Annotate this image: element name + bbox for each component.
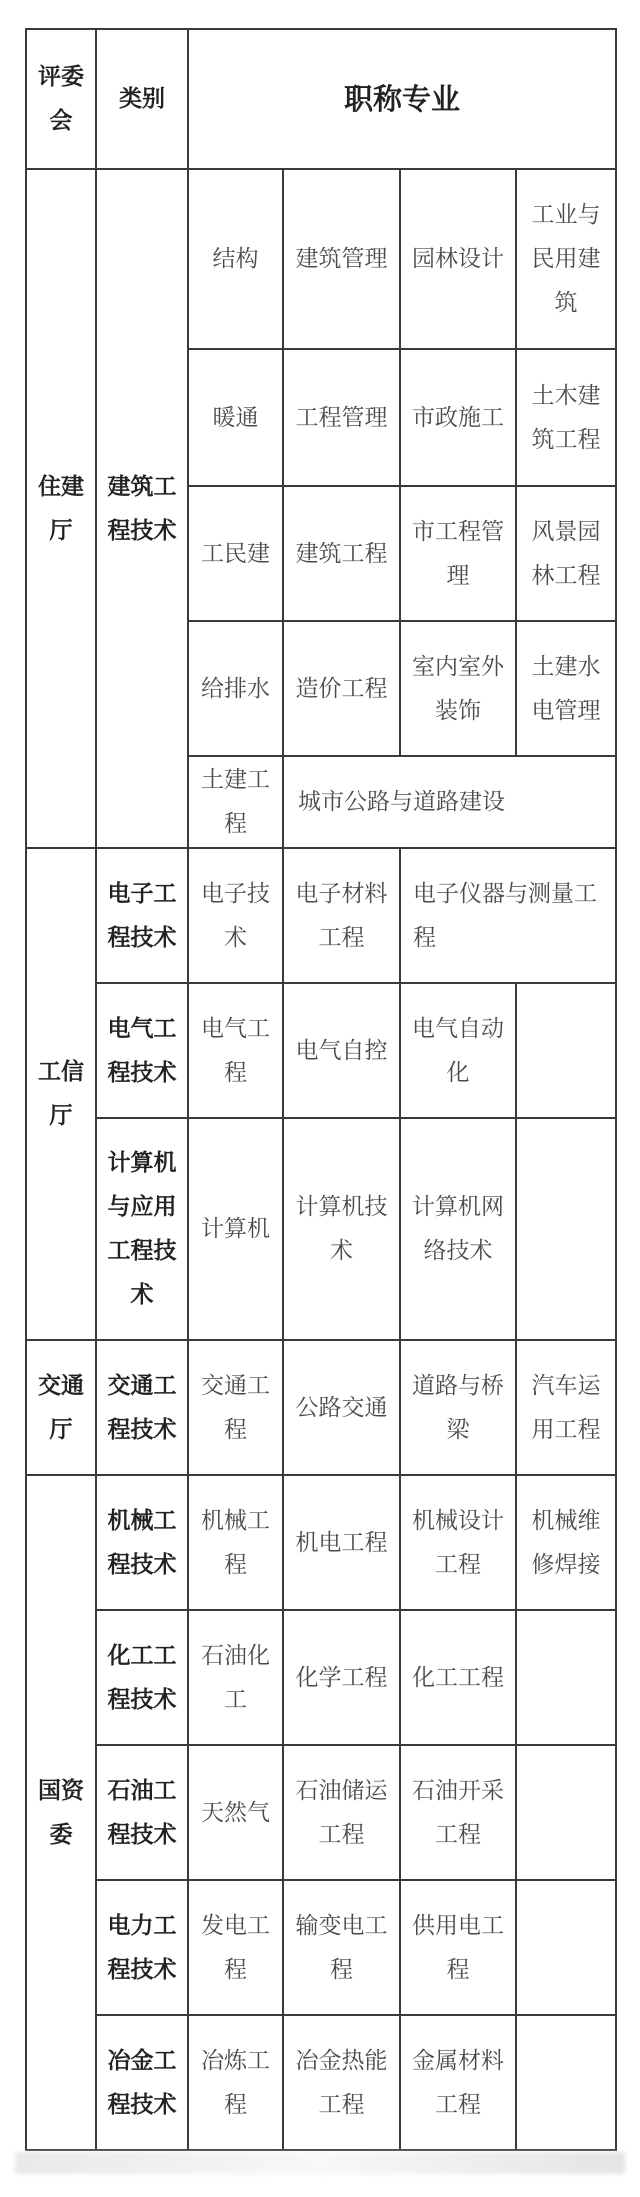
table-row bbox=[26, 1340, 616, 1475]
table-cell: 电气自动化 bbox=[400, 983, 516, 1118]
table-cell-wide: 电子仪器与测量工程 bbox=[400, 848, 616, 983]
table-cell: 计算机技术 bbox=[283, 1118, 400, 1340]
table-cell: 暖通 bbox=[188, 349, 283, 486]
committee-guozi: 国资委 bbox=[26, 1475, 96, 2150]
table-cell bbox=[516, 983, 616, 1118]
table-cell: 电气自控 bbox=[283, 983, 400, 1118]
table-cell: 建筑管理 bbox=[283, 169, 400, 349]
table-cell: 石油开采工程 bbox=[400, 1745, 516, 1880]
table-cell: 天然气 bbox=[188, 1745, 283, 1880]
table-cell: 计算机网络技术 bbox=[400, 1118, 516, 1340]
header-category: 类别 bbox=[96, 29, 188, 169]
table-cell: 发电工程 bbox=[188, 1880, 283, 2015]
table-cell: 室内室外装饰 bbox=[400, 621, 516, 756]
table-row bbox=[26, 169, 616, 349]
table-cell: 石油储运工程 bbox=[283, 1745, 400, 1880]
table-cell bbox=[516, 2015, 616, 2150]
committee-jiaotong: 交通厅 bbox=[26, 1340, 96, 1475]
table-cell: 工程管理 bbox=[283, 349, 400, 486]
table-cell: 化工工程 bbox=[400, 1610, 516, 1745]
table-cell bbox=[516, 1745, 616, 1880]
table-cell: 冶金热能工程 bbox=[283, 2015, 400, 2150]
table-cell: 机械维修焊接 bbox=[516, 1475, 616, 1610]
table-cell: 道路与桥梁 bbox=[400, 1340, 516, 1475]
table-cell bbox=[516, 1880, 616, 2015]
table-cell bbox=[516, 1610, 616, 1745]
table-row bbox=[26, 1745, 616, 1880]
category-cell: 石油工程技术 bbox=[96, 1745, 188, 1880]
table-cell: 工业与民用建筑 bbox=[516, 169, 616, 349]
category-cell: 计算机与应用工程技术 bbox=[96, 1118, 188, 1340]
table-row bbox=[26, 1610, 616, 1745]
table-cell: 计算机 bbox=[188, 1118, 283, 1340]
table-cell: 电气工程 bbox=[188, 983, 283, 1118]
table-row bbox=[26, 1118, 616, 1340]
table-cell: 金属材料工程 bbox=[400, 2015, 516, 2150]
table-cell: 公路交通 bbox=[283, 1340, 400, 1475]
table-cell: 化学工程 bbox=[283, 1610, 400, 1745]
table-cell: 建筑工程 bbox=[283, 486, 400, 621]
table-row bbox=[26, 1475, 616, 1610]
committee-zhujian: 住建厅 bbox=[26, 169, 96, 848]
profession-table-container bbox=[25, 28, 615, 2151]
table-cell: 土木建筑工程 bbox=[516, 349, 616, 486]
category-cell: 电气工程技术 bbox=[96, 983, 188, 1118]
category-cell: 冶金工程技术 bbox=[96, 2015, 188, 2150]
table-row bbox=[26, 848, 616, 983]
table-cell: 工民建 bbox=[188, 486, 283, 621]
category-cell: 化工工程技术 bbox=[96, 1610, 188, 1745]
table-cell: 输变电工程 bbox=[283, 1880, 400, 2015]
table-cell: 电子材料工程 bbox=[283, 848, 400, 983]
table-row bbox=[26, 983, 616, 1118]
blurred-footer-strip bbox=[15, 2152, 625, 2174]
table-cell: 给排水 bbox=[188, 621, 283, 756]
table-cell: 园林设计 bbox=[400, 169, 516, 349]
table-cell-wide: 城市公路与道路建设 bbox=[283, 756, 616, 848]
table-cell: 土建工程 bbox=[188, 756, 283, 848]
table-cell: 土建水电管理 bbox=[516, 621, 616, 756]
table-cell: 冶炼工程 bbox=[188, 2015, 283, 2150]
table-cell bbox=[516, 1118, 616, 1340]
table-cell: 石油化工 bbox=[188, 1610, 283, 1745]
category-cell: 机械工程技术 bbox=[96, 1475, 188, 1610]
table-cell: 机械工程 bbox=[188, 1475, 283, 1610]
table-cell: 供用电工程 bbox=[400, 1880, 516, 2015]
table-row bbox=[26, 2015, 616, 2150]
category-cell: 交通工程技术 bbox=[96, 1340, 188, 1475]
table-cell: 交通工程 bbox=[188, 1340, 283, 1475]
table-cell: 机电工程 bbox=[283, 1475, 400, 1610]
table-row bbox=[26, 1880, 616, 2015]
category-cell: 电力工程技术 bbox=[96, 1880, 188, 2015]
header-title: 职称专业 bbox=[188, 29, 616, 169]
table-cell: 造价工程 bbox=[283, 621, 400, 756]
table-cell: 电子技术 bbox=[188, 848, 283, 983]
category-cell: 电子工程技术 bbox=[96, 848, 188, 983]
committee-gongxin: 工信厅 bbox=[26, 848, 96, 1340]
table-cell: 市政施工 bbox=[400, 349, 516, 486]
table-cell: 风景园林工程 bbox=[516, 486, 616, 621]
table-cell: 结构 bbox=[188, 169, 283, 349]
profession-table bbox=[25, 28, 617, 2151]
header-row bbox=[26, 29, 616, 169]
header-committee: 评委会 bbox=[26, 29, 96, 169]
table-cell: 汽车运用工程 bbox=[516, 1340, 616, 1475]
category-zhujian: 建筑工程技术 bbox=[96, 169, 188, 848]
table-cell: 市工程管理 bbox=[400, 486, 516, 621]
table-cell: 机械设计工程 bbox=[400, 1475, 516, 1610]
